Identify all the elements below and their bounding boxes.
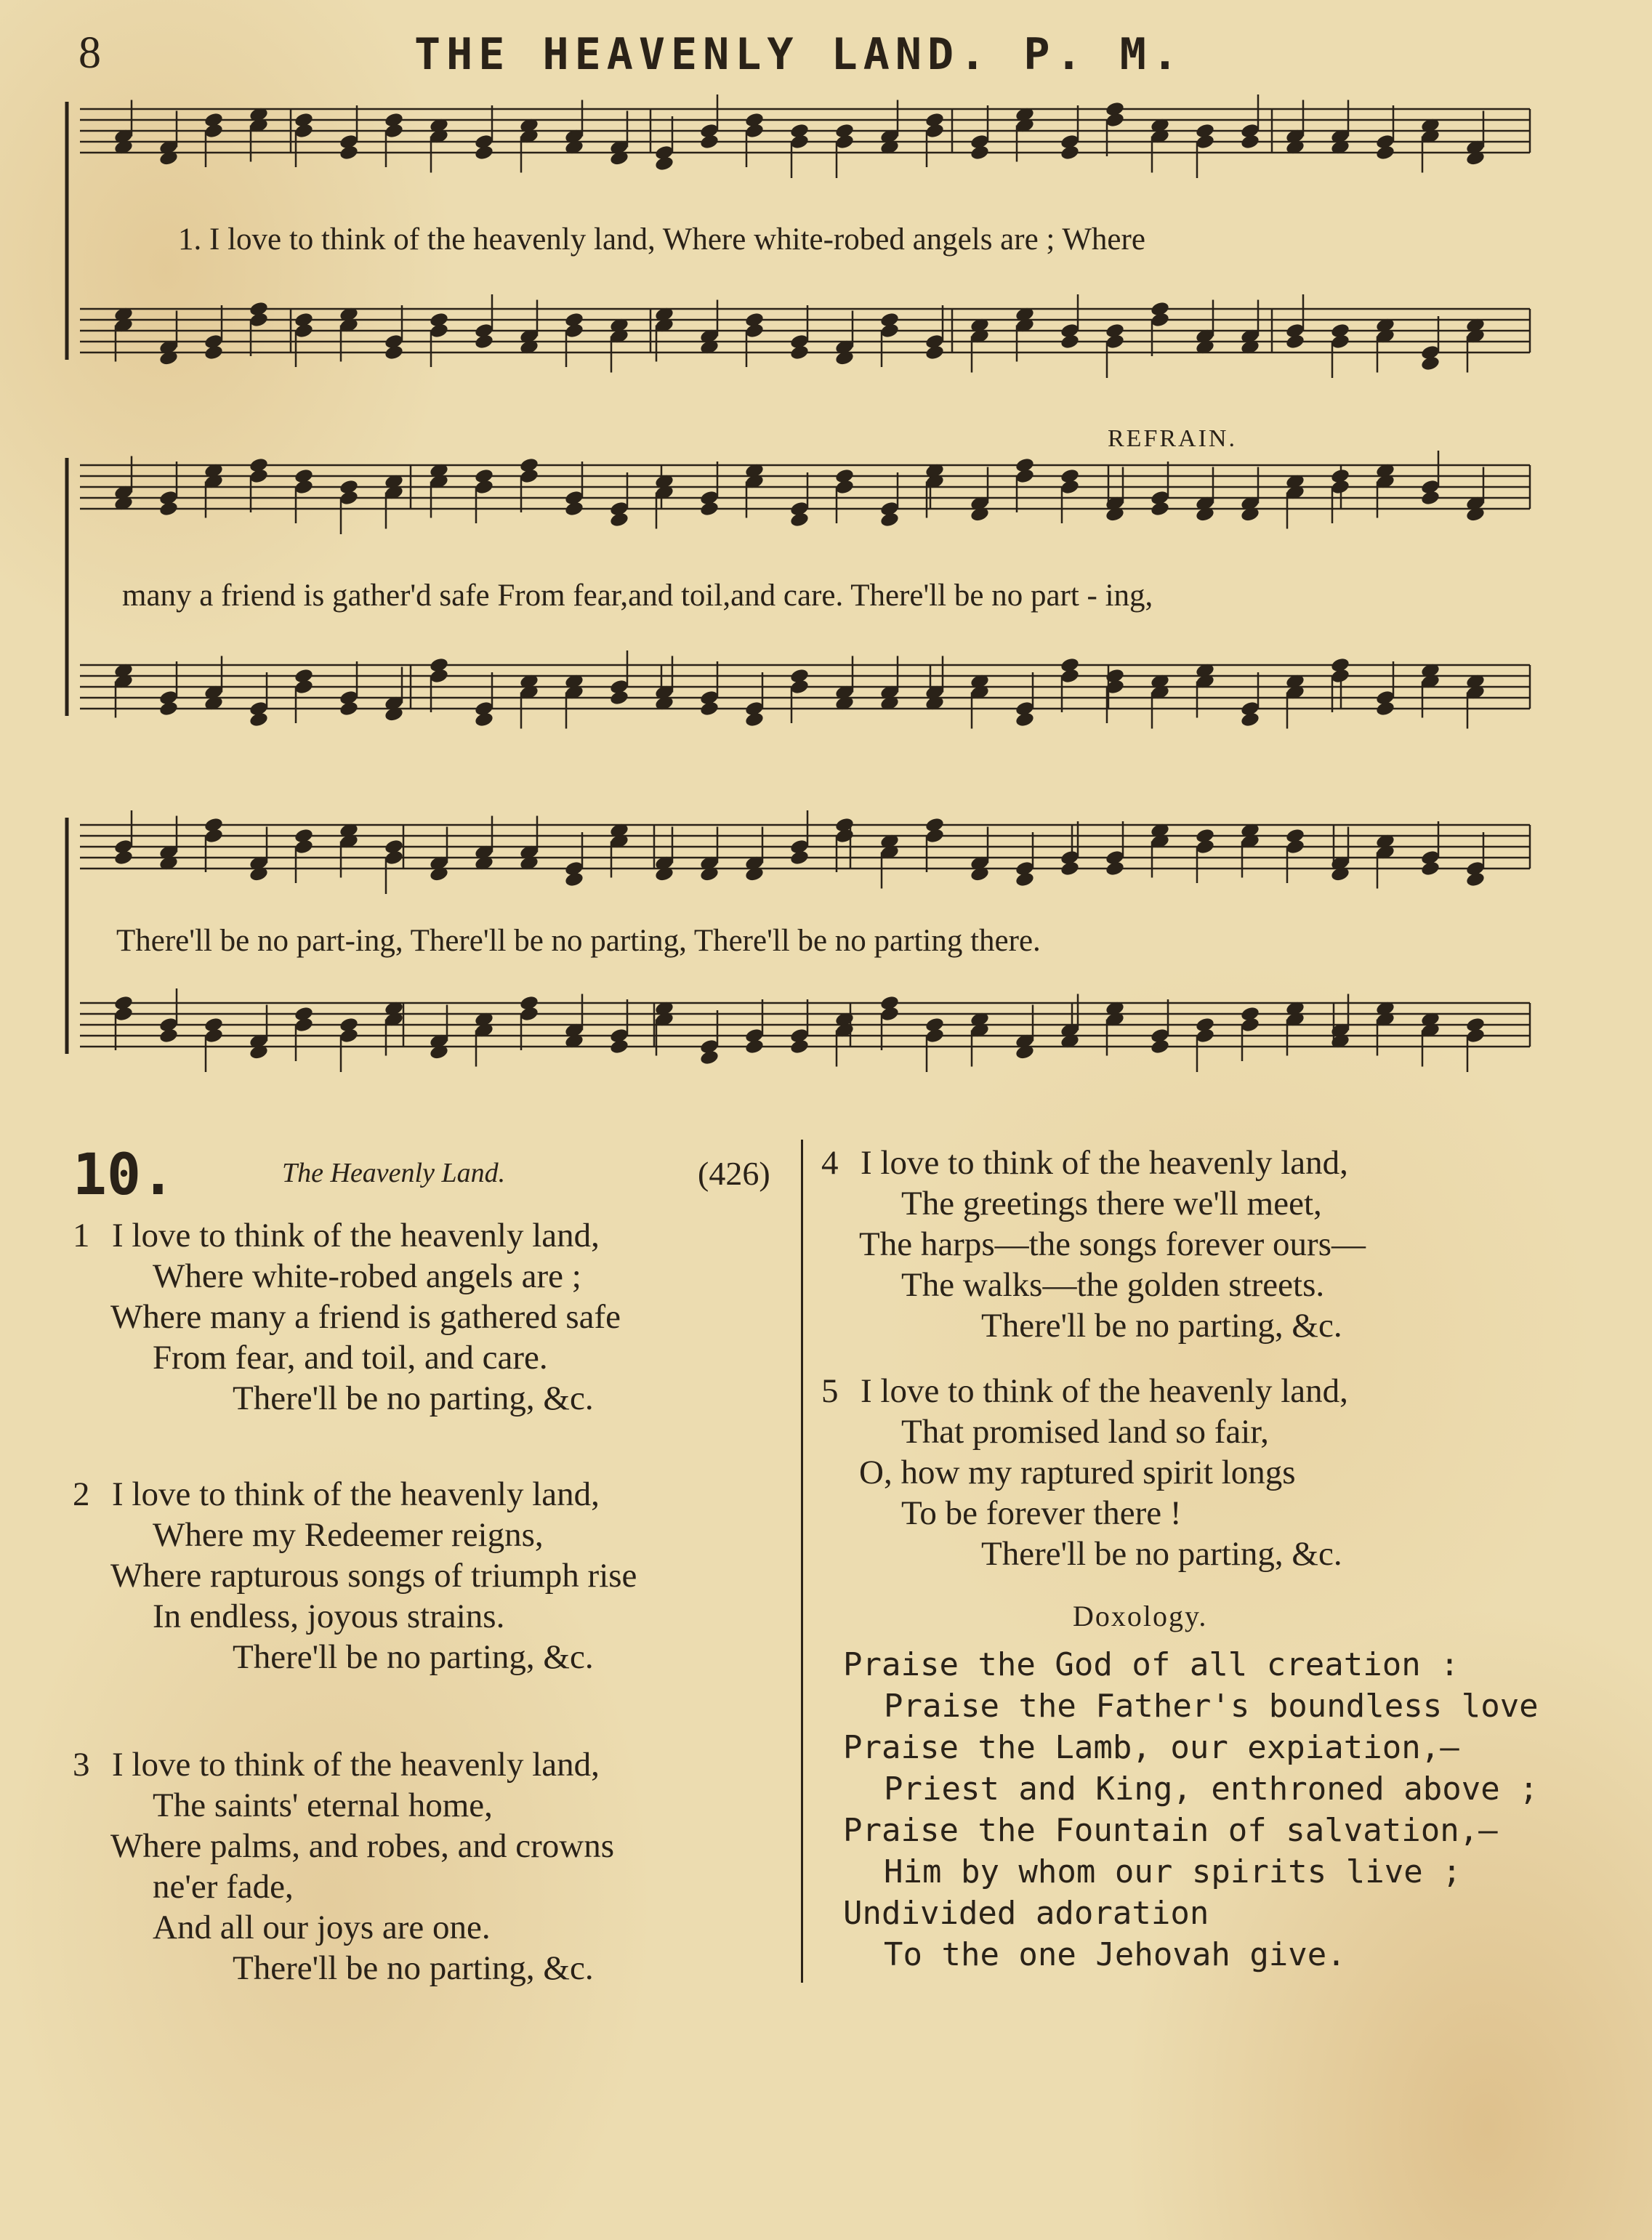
verse-chorus: There'll be no parting, &c. (981, 1307, 1342, 1345)
verse-line: I love to think of the heavenly land, (112, 1217, 600, 1254)
note-head (609, 689, 629, 706)
note-head (789, 1038, 810, 1055)
note-head (1105, 860, 1125, 877)
doxology-line: Praise the God of all creation : (843, 1646, 1459, 1683)
note-head (609, 1038, 629, 1055)
verse-number: 3 (73, 1746, 90, 1784)
verse-line: I love to think of the heavenly land, (861, 1144, 1348, 1182)
verse-line: From fear, and toil, and care. (153, 1339, 548, 1377)
note-head (789, 849, 810, 866)
note-head (699, 1049, 720, 1065)
verse-line: The greetings there we'll meet, (901, 1185, 1322, 1222)
note-head (1150, 500, 1170, 517)
note-head (249, 711, 269, 728)
note-head (1015, 711, 1035, 728)
note-head (1060, 144, 1080, 161)
note-head (1420, 860, 1441, 877)
lyric-line-2: many a friend is gather'd safe From fear,and toil,and care. There'll be no part - ing, (122, 579, 1153, 613)
doxology-line: To the one Jehovah give. (884, 1936, 1346, 1973)
hymn-index: (426) (698, 1155, 770, 1192)
verse-number: 2 (73, 1475, 90, 1513)
hymn-number: 10. (73, 1143, 175, 1208)
note-head (158, 700, 179, 717)
note-head (1375, 700, 1395, 717)
verse-line: The saints' eternal home, (153, 1786, 493, 1824)
note-head (474, 711, 494, 728)
verse-line: I love to think of the heavenly land, (861, 1372, 1348, 1410)
verse-number: 5 (821, 1372, 839, 1410)
doxology-line: Praise the Father's boundless love (884, 1688, 1539, 1725)
verse-chorus: There'll be no parting, &c. (233, 1638, 594, 1676)
verse-line: ne'er fade, (153, 1868, 294, 1906)
verse-1 (73, 1215, 621, 1419)
doxology-heading: Doxology. (1073, 1600, 1208, 1632)
note-head (564, 500, 584, 517)
page-number: 8 (78, 28, 101, 78)
doxology (843, 1644, 1539, 1975)
verse-line: I love to think of the heavenly land, (112, 1475, 600, 1513)
verse-5 (821, 1371, 1348, 1574)
note-head (1060, 333, 1080, 350)
verse-line: And all our joys are one. (153, 1909, 491, 1946)
refrain-label: REFRAIN. (1108, 425, 1237, 452)
page-title: THE HEAVENLY LAND. P. M. (414, 29, 1184, 80)
note-head (474, 333, 494, 350)
note-head (699, 133, 720, 150)
verse-3 (73, 1744, 614, 1989)
note-head (1420, 355, 1441, 371)
note-head (789, 344, 810, 360)
verse-line: Where rapturous songs of triumph rise (110, 1557, 637, 1595)
note-head (654, 155, 674, 172)
verse-4 (821, 1143, 1366, 1346)
verse-line: In endless, joyous strains. (153, 1598, 505, 1635)
verse-line: Where palms, and robes, and crowns (110, 1827, 615, 1865)
note-head (744, 711, 765, 728)
column-divider (801, 1140, 803, 1983)
note-head (384, 344, 404, 360)
verse-chorus: There'll be no parting, &c. (233, 1949, 594, 1987)
lyric-line-1: 1. I love to think of the heavenly land, Where white-robed angels are ; Where (178, 222, 1145, 257)
verse-number: 1 (73, 1217, 90, 1254)
note-head (970, 144, 990, 161)
doxology-line: Praise the Fountain of salvation,— (843, 1812, 1498, 1849)
note-head (1150, 1038, 1170, 1055)
verse-chorus: There'll be no parting, &c. (233, 1379, 594, 1417)
verse-line: That promised land so fair, (901, 1413, 1269, 1451)
note-head (474, 144, 494, 161)
doxology-line: Praise the Lamb, our expiation,— (843, 1729, 1459, 1766)
doxology-line: Him by whom our spirits live ; (884, 1853, 1462, 1890)
verse-line: To be forever there ! (901, 1494, 1182, 1532)
doxology-line: Priest and King, enthroned above ; (884, 1770, 1539, 1808)
note-head (1285, 333, 1305, 350)
note-head (564, 871, 584, 887)
verse-line: The harps—the songs forever ours— (859, 1225, 1366, 1263)
note-head (204, 344, 224, 360)
verse-line: Where many a friend is gathered safe (110, 1298, 621, 1336)
verse-number: 4 (821, 1144, 839, 1182)
verse-line: O, how my raptured spirit longs (859, 1454, 1296, 1491)
note-head (789, 511, 810, 528)
note-head (158, 1027, 179, 1044)
note-head (339, 144, 359, 161)
verse-2 (73, 1474, 637, 1677)
hymn-subtitle: The Heavenly Land. (282, 1158, 506, 1188)
note-head (1015, 871, 1035, 887)
note-head (113, 849, 134, 866)
note-head (879, 511, 900, 528)
verse-chorus: There'll be no parting, &c. (981, 1535, 1342, 1573)
lyric-line-3: There'll be no part-ing, There'll be no parting, There'll be no parting there. (116, 924, 1041, 958)
note-head (1465, 871, 1486, 887)
note-head (744, 1038, 765, 1055)
note-head (158, 500, 179, 517)
verse-line: The walks—the golden streets. (901, 1266, 1325, 1304)
note-head (1240, 711, 1260, 728)
note-head (1375, 144, 1395, 161)
note-head (1060, 860, 1080, 877)
note-head (699, 500, 720, 517)
note-head (339, 700, 359, 717)
note-head (609, 511, 629, 528)
note-head (699, 700, 720, 717)
doxology-line: Undivided adoration (843, 1895, 1209, 1932)
note-head (1420, 489, 1441, 506)
note-head (924, 344, 945, 360)
verse-line: I love to think of the heavenly land, (112, 1746, 600, 1784)
verse-line: Where my Redeemer reigns, (153, 1516, 544, 1554)
note-head (1240, 133, 1260, 150)
verse-line: Where white-robed angels are ; (153, 1257, 581, 1295)
